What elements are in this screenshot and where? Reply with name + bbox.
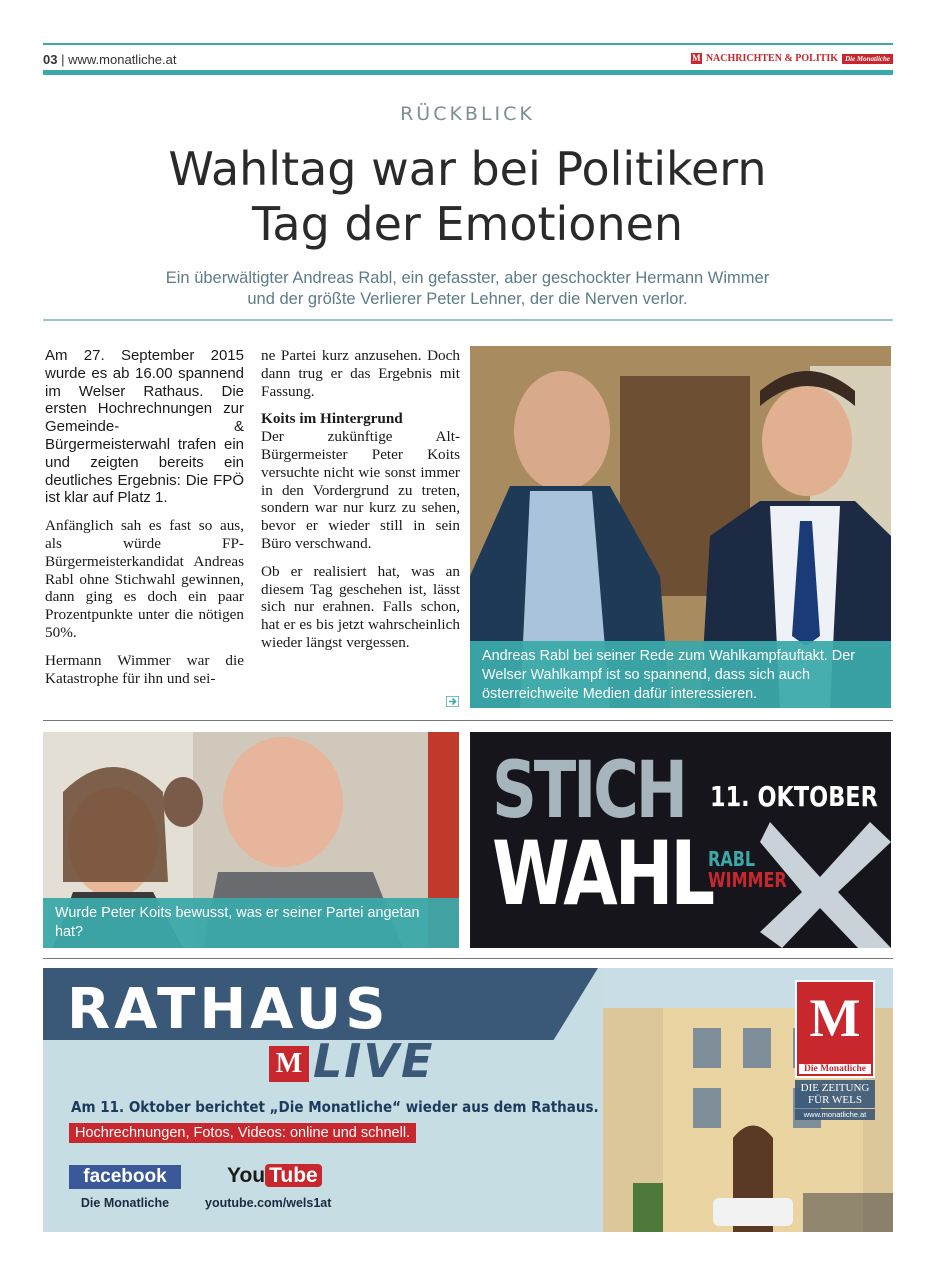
lead-paragraph: Am 27. September 2015 wurde es ab 16.00 spannend im Welser Rathaus. Die ersten Hochrechnungen zur Gemeinde- & Bürgermeisterwahl trafen ein und zeigten bereits ein deutliches Ergebnis: Die FPÖ ist klar auf Platz 1. <box>45 347 244 507</box>
ad-announcement: Am 11. Oktober berichtet „Die Monatliche“ wieder aus dem Rathaus. <box>71 1098 599 1116</box>
paragraph: Der zukünftige Alt-Bürgermeister Peter Koits versuchte nicht wie sonst immer in den Vordergrund zu treten, sondern war nur kurz zu sehen, bevor er wieder still in sein Büro verschwand. <box>261 428 460 552</box>
subheadline: Ein überwältigter Andreas Rabl, ein gefasster, aber geschockter Hermann Wimmer und der größte Verlierer Peter Lehner, der die Nerven verlor. <box>165 269 770 308</box>
paragraph: Hermann Wimmer war die Katastrophe für ihn und sei- <box>45 651 244 687</box>
monatliche-logo-icon: M <box>692 53 701 63</box>
youtube-logo-icon[interactable]: You Tube <box>227 1164 322 1188</box>
header-bar <box>43 70 893 75</box>
paragraph: ne Partei kurz anzusehen. Doch dann trug er das Ergebnis mit Fassung. <box>261 347 460 400</box>
rathaus-live-ad[interactable] <box>43 968 893 1232</box>
paragraph: Ob er realisiert hat, was an diesem Tag geschehen ist, lässt sich nur erahnen. Falls schon, hat er es bis jetzt wahrscheinlich wieder längst vergessen. <box>261 562 460 651</box>
monatliche-brand-box <box>795 980 875 1078</box>
paragraph: Anfänglich sah es fast so aus, als würde FP-Bürgermeisterkandidat Andreas Rabl ohne Stichwahl gewinnen, dann ging es doch ein paar Prozentpunkte unter die nötigen 50%. <box>45 517 244 641</box>
subheading: Koits im Hintergrund <box>261 410 403 428</box>
facebook-logo-icon[interactable]: facebook <box>69 1165 181 1189</box>
top-rule <box>43 43 893 45</box>
divider <box>43 958 893 959</box>
monatliche-logo-icon: M <box>809 988 861 1048</box>
brand-url[interactable]: www.monatliche.at <box>795 1109 875 1120</box>
photo-caption: Wurde Peter Koits bewusst, was er seiner Partei angetan hat? <box>43 898 459 948</box>
facebook-page-name[interactable]: Die Monatliche <box>80 1196 170 1210</box>
stich-word: STICH <box>492 746 685 836</box>
page-number: 03 | www.monatliche.at <box>43 52 177 67</box>
divider <box>43 720 893 721</box>
kicker: RÜCKBLICK <box>400 103 535 125</box>
ad-tagline: Hochrechnungen, Fotos, Videos: online und schnell. <box>69 1123 416 1143</box>
ad-title: RATHAUS <box>67 977 390 1042</box>
headline-rule <box>43 319 893 321</box>
candidate-wimmer: WIMMER <box>708 868 787 892</box>
monatliche-logo-icon: M <box>269 1046 309 1082</box>
photo-caption: Andreas Rabl bei seiner Rede zum Wahlkampfauftakt. Der Welser Wahlkampf ist so spannend, dass sich auch österreichweite Medien dafür interessieren. <box>470 641 891 708</box>
section-label: M NACHRICHTEN & POLITIK Die Monatliche <box>691 53 893 64</box>
article-column-2 <box>261 347 460 662</box>
article-column-1 <box>45 347 244 697</box>
wahl-word: WAHL <box>492 822 712 925</box>
live-label: LIVE <box>313 1034 435 1088</box>
stichwahl-graphic <box>470 732 891 948</box>
brand-badge: Die Monatliche <box>842 54 893 64</box>
youtube-url[interactable]: youtube.com/wels1at <box>205 1196 332 1210</box>
election-date: 11. OKTOBER <box>710 780 878 813</box>
continue-arrow-icon[interactable] <box>446 696 459 707</box>
brand-name: Die Monatliche <box>799 1064 871 1074</box>
headline: Wahltag war bei Politikern Tag der Emotionen <box>168 142 767 251</box>
website-link[interactable]: www.monatliche.at <box>68 52 177 67</box>
candidate-rabl: RABL <box>708 847 756 871</box>
brand-tagline: DIE ZEITUNG FÜR WELS <box>795 1080 875 1108</box>
